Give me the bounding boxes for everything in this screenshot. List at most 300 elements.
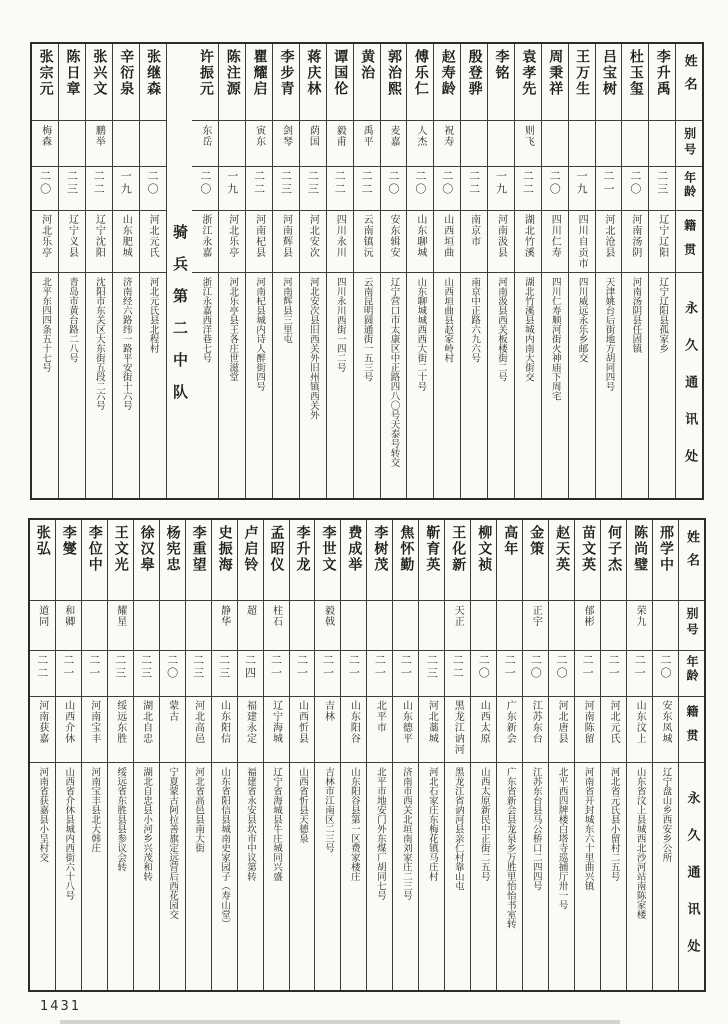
person-alias [569,120,595,166]
person-name [627,520,652,600]
person-address [515,272,541,498]
person-origin-text: 绥远东胜 [114,700,126,744]
person-address [300,272,326,498]
person-alias [407,120,433,166]
person-alias-text: 则飞 [522,125,534,147]
person-address [381,272,407,498]
person-address [186,762,211,990]
person-alias [434,120,460,166]
person-name-text: 金策 [528,525,545,557]
person-age-text: 二一 [399,654,413,680]
page-number: 1431 [40,999,82,1014]
person-alias-text: 天正 [452,605,464,627]
header-name-text: 姓名 [684,530,700,576]
person-age-text: 二〇 [386,170,400,196]
person-column [653,520,679,990]
person-alias [649,120,675,166]
person-origin-text: 江苏东台 [530,700,542,744]
person-origin [393,696,418,762]
person-address-text: 辽宁营口市太康区中正路四八〇号天泰号转交 [388,277,400,467]
person-alias [461,120,487,166]
person-age [219,166,245,210]
person-name-text: 王文光 [112,525,129,573]
person-origin-text: 山西忻县 [296,700,308,744]
person-address [434,272,460,498]
person-alias [140,120,166,166]
person-address [59,272,85,498]
person-age-text: 二三 [139,654,153,680]
header-address-text: 永久通讯处 [682,301,698,486]
person-age-text: 二二 [252,170,266,196]
person-origin [246,210,272,272]
person-age [246,166,272,210]
person-address-text: 辽宁省海城县牛庄城同兴盛 [271,767,283,881]
personnel-table-bottom [28,518,706,992]
person-age-text: 一九 [119,170,133,196]
person-column [627,520,653,990]
person-column [471,520,497,990]
person-alias [542,120,568,166]
person-name-text: 靳育英 [424,525,441,573]
person-alias [327,120,353,166]
person-origin [140,210,166,272]
header-address [676,272,702,498]
person-origin-text: 山西太原 [478,700,490,744]
person-alias [186,600,211,650]
person-column [238,520,264,990]
person-origin-text: 云南镇沅 [361,214,373,258]
person-origin [186,696,211,762]
person-age-text: 二二 [360,170,374,196]
person-alias [86,120,112,166]
person-age-text: 二三 [113,654,127,680]
person-origin [653,696,678,762]
person-address [627,762,652,990]
header-name [679,520,704,600]
person-age-text: 二三 [655,170,669,196]
person-alias [523,600,548,650]
person-age [407,166,433,210]
person-column [434,44,461,498]
person-name [601,520,626,600]
person-origin-text: 河北乐亭 [39,214,51,258]
person-column [300,44,327,498]
person-alias-text: 梅森 [39,125,51,147]
person-name-text: 李步青 [278,49,295,97]
person-origin-text: 吉林 [322,700,334,722]
person-alias [56,600,81,650]
person-address-text: 河北安次县旧西关外旧州镇西关外 [307,277,319,420]
person-name-text: 王化新 [450,525,467,573]
person-alias [108,600,133,650]
person-age-text: 二一 [373,654,387,680]
person-age-text: 二三 [279,170,293,196]
person-address-text: 云南昆明圆通街一五三号 [361,277,373,382]
person-origin [160,696,185,762]
person-address-text: 河南杞县城内诗人醉街四号 [254,277,266,391]
person-alias-text: 柱石 [270,605,282,627]
person-address [367,762,392,990]
person-name [596,44,622,120]
person-name-text: 李升禹 [654,49,671,97]
person-alias [212,600,237,650]
person-origin-text: 河南汤阴 [629,214,641,258]
person-name [523,520,548,600]
person-age [523,650,548,696]
person-origin [59,210,85,272]
person-origin-text: 安东凤城 [660,700,672,744]
person-origin [32,210,58,272]
person-name-text: 邢学中 [658,525,675,573]
person-address [471,762,496,990]
person-age [290,650,315,696]
person-alias [381,120,407,166]
person-alias-text: 鹏举 [93,125,105,147]
person-age [212,650,237,696]
person-alias-text: 荣九 [634,605,646,627]
person-address-text: 河南省获嘉县小呈村交 [37,767,49,862]
person-origin-text: 湖北竹溪 [522,214,534,258]
person-name-text: 辛衍泉 [118,49,135,97]
person-alias-text: 人杰 [414,125,426,147]
person-address-text: 河南辉县三里屯 [280,277,292,344]
person-alias [549,600,574,650]
person-address-text: 山东省阳信县城南史家园子（寿山堂） [219,767,231,929]
person-name-text: 陈注源 [224,49,241,97]
person-age-text: 一九 [494,170,508,196]
person-name [327,44,353,120]
person-alias [622,120,648,166]
person-address [653,762,678,990]
person-alias [32,120,58,166]
person-age [354,166,380,210]
person-origin-text: 辽宁海城 [270,700,282,744]
person-alias [315,600,340,650]
person-address-text: 福建省永安县坎市中议第转 [245,767,257,881]
person-origin-text: 河南宝丰 [88,700,100,744]
person-origin-text: 河北元氏 [147,214,159,258]
person-address-text: 黑龙江省讷河县亲仁村靠山屯 [452,767,464,891]
person-column [341,520,367,990]
person-name-text: 何子杰 [606,525,623,573]
person-address [264,762,289,990]
person-age [273,166,299,210]
person-origin [622,210,648,272]
person-origin-text: 河南获嘉 [36,700,48,744]
person-age [327,166,353,210]
person-name-text: 史振海 [216,525,233,573]
person-age-text: 二二 [333,170,347,196]
person-address-text: 宁夏蒙古阿拉善旗定远营后西花园交 [167,767,179,919]
person-column [59,44,86,498]
person-age-text: 二〇 [440,170,454,196]
person-address-text: 四川仁寿顺河街火神庙下周宅 [549,277,561,401]
person-age [601,650,626,696]
person-name-text: 陈日章 [64,49,81,97]
person-name-text: 谭国伦 [332,49,349,97]
person-alias [300,120,326,166]
person-name [186,520,211,600]
person-alias [354,120,380,166]
person-origin [627,696,652,762]
person-alias-text: 和卿 [62,605,74,627]
person-column [273,44,300,498]
person-origin-text: 辽宁沈阳 [93,214,105,258]
person-age-text: 二三 [191,654,205,680]
person-address-text: 天津姚台后街地方胡同四号 [603,277,615,391]
person-alias [192,120,218,166]
person-address [134,762,159,990]
person-origin-text: 安东辑安 [387,214,399,258]
person-name-text: 瞿耀启 [251,49,268,97]
person-alias [575,600,600,650]
person-origin-text: 南京市 [468,214,480,247]
person-name-text: 孟昭仪 [268,525,285,573]
person-address [488,272,514,498]
person-origin-text: 河南杞县 [253,214,265,258]
person-alias [653,600,678,650]
person-alias-text: 禹平 [361,125,373,147]
person-name [86,44,112,120]
person-column [542,44,569,498]
person-origin-text: 广东新会 [504,700,516,744]
person-alias [246,120,272,166]
person-address [596,272,622,498]
person-column [575,520,601,990]
person-origin-text: 山西垣曲 [441,214,453,258]
person-age [264,650,289,696]
person-address-text: 河北石家庄东梅花镇马庄村 [426,767,438,881]
person-column [407,44,434,498]
person-address-text: 湖北竹溪县城内南大街交 [522,277,534,382]
person-name [393,520,418,600]
person-age-text: 二〇 [548,170,562,196]
person-address [497,762,522,990]
person-origin-text: 四川仁寿 [549,214,561,258]
person-origin-text: 辽宁辽阳 [656,214,668,258]
person-column [192,44,219,498]
person-origin [108,696,133,762]
header-origin [679,696,704,762]
person-alias-text: 超 [244,605,256,616]
person-address-text: 河南汤阴县任固镇 [630,277,642,353]
person-address [341,762,366,990]
person-age [186,650,211,696]
person-alias-text: 毅甫 [334,125,346,147]
header-address [679,762,704,990]
person-name-text: 李铭 [493,49,510,81]
person-age-text: 二一 [347,654,361,680]
person-age-text: 二三 [65,170,79,196]
person-column [219,44,246,498]
person-column [113,44,140,498]
header-origin-text: 籍贯 [685,705,700,753]
person-origin [419,696,444,762]
person-address-text: 北平西四牌楼白塔寺巡捕厅卅一号 [556,767,568,910]
person-age [542,166,568,210]
person-name [56,520,81,600]
person-name-text: 高年 [502,525,519,557]
person-name-text: 王万生 [574,49,591,97]
person-origin [471,696,496,762]
person-name-text: 焦怀勤 [398,525,415,573]
person-origin-text: 蒙古 [166,700,178,722]
person-name [246,44,272,120]
person-age [434,166,460,210]
person-column [134,520,160,990]
person-column [108,520,134,990]
person-name [30,520,55,600]
person-alias-text: 正宇 [530,605,542,627]
person-alias-text: 耀星 [114,605,126,627]
person-origin-text: 山东肥城 [120,214,132,258]
person-name [219,44,245,120]
person-age-text: 二一 [607,654,621,680]
person-origin [434,210,460,272]
person-address-text: 河北乐亭县王各庄世滋堂 [227,277,239,382]
person-origin-text: 湖北自忠 [140,700,152,744]
person-age-text: 二〇 [165,654,179,680]
person-address [290,762,315,990]
person-origin [56,696,81,762]
person-column [393,520,419,990]
person-alias [134,600,159,650]
person-address [649,272,675,498]
person-origin-text: 山西介休 [62,700,74,744]
person-address [238,762,263,990]
person-origin [461,210,487,272]
person-alias [471,600,496,650]
person-origin-text: 山东聊城 [414,214,426,258]
person-alias-text: 寅东 [253,125,265,147]
person-name [653,520,678,600]
person-alias [113,120,139,166]
person-column [601,520,627,990]
person-alias [59,120,85,166]
person-column [596,44,623,498]
person-address [192,272,218,498]
person-column [549,520,575,990]
person-address-text: 浙江永嘉西洋巷七号 [200,277,212,363]
person-name [341,520,366,600]
person-alias [419,600,444,650]
person-origin [488,210,514,272]
person-column [419,520,445,990]
person-age [393,650,418,696]
person-name-text: 李世文 [320,525,337,573]
person-address [32,272,58,498]
person-origin-text: 河北元氏 [608,700,620,744]
person-age [140,166,166,210]
person-address [273,272,299,498]
person-address [327,272,353,498]
person-name [497,520,522,600]
person-address [622,272,648,498]
person-name [575,520,600,600]
person-column [160,520,186,990]
person-origin [264,696,289,762]
person-age [381,166,407,210]
person-address [315,762,340,990]
person-name-text: 李燮 [60,525,77,557]
person-age [649,166,675,210]
person-address-text: 河北省高邑县南大街 [193,767,205,853]
person-name-text: 杨宪忠 [164,525,181,573]
person-origin [82,696,107,762]
person-origin [523,696,548,762]
person-address [212,762,237,990]
person-alias-text: 荫国 [307,125,319,147]
person-age-text: 二三 [425,654,439,680]
person-origin-text: 河北高邑 [192,700,204,744]
header-address-text: 永久通讯处 [684,791,700,976]
person-column [56,520,82,990]
person-name [434,44,460,120]
person-origin [569,210,595,272]
person-name [273,44,299,120]
person-name-text: 李升龙 [294,525,311,573]
person-alias-text: 麦嘉 [387,125,399,147]
person-age [497,650,522,696]
person-name-text: 郭治熙 [385,49,402,97]
section-divider-label: 骑兵第二中队 [170,224,189,416]
person-age-text: 二三 [217,654,231,680]
person-address-text: 济南市西关北垣南刘家庄二三号 [400,767,412,900]
person-age [315,650,340,696]
person-origin [354,210,380,272]
person-name-text: 徐汉皋 [138,525,155,573]
person-age-text: 二〇 [413,170,427,196]
person-address-text: 山东省汶上县城西北沙河站南陈家楼 [634,767,646,919]
person-address-text: 湖北自忠县小河乡兴茂和转 [141,767,153,881]
person-name-text: 黄治 [359,49,376,81]
person-address-text: 南京中正路六九六号 [469,277,481,363]
person-name-text: 傅乐仁 [412,49,429,97]
person-alias [515,120,541,166]
person-origin-text: 河北沧县 [602,214,614,258]
person-name-text: 张兴文 [91,49,108,97]
person-name-text: 李树茂 [372,525,389,573]
person-name-text: 赵天英 [554,525,571,573]
person-origin-text: 山东汶上 [634,700,646,744]
person-age [575,650,600,696]
person-age [515,166,541,210]
person-origin [381,210,407,272]
person-age-text: 二四 [243,654,257,680]
person-origin [219,210,245,272]
person-address-text: 吉林市江南区二三号 [322,767,334,853]
person-address-text: 山西省介休县城内西街六十八号 [63,767,75,900]
person-address [461,272,487,498]
person-column [569,44,596,498]
person-origin [497,696,522,762]
person-address [160,762,185,990]
person-origin-text: 四川自贡市 [576,214,588,269]
person-age-text: 二〇 [477,654,491,680]
header-age-text: 年龄 [682,171,697,199]
person-age [569,166,595,210]
person-name [160,520,185,600]
scan-artifact [60,1020,620,1024]
person-address-text: 辽宁盘山乡西安乡公所 [660,767,672,862]
person-age-text: 二二 [451,654,465,680]
person-age-text: 二二 [467,170,481,196]
person-name-text: 张继森 [145,49,162,97]
person-name [542,44,568,120]
person-name [82,520,107,600]
person-name [354,44,380,120]
person-alias [601,600,626,650]
